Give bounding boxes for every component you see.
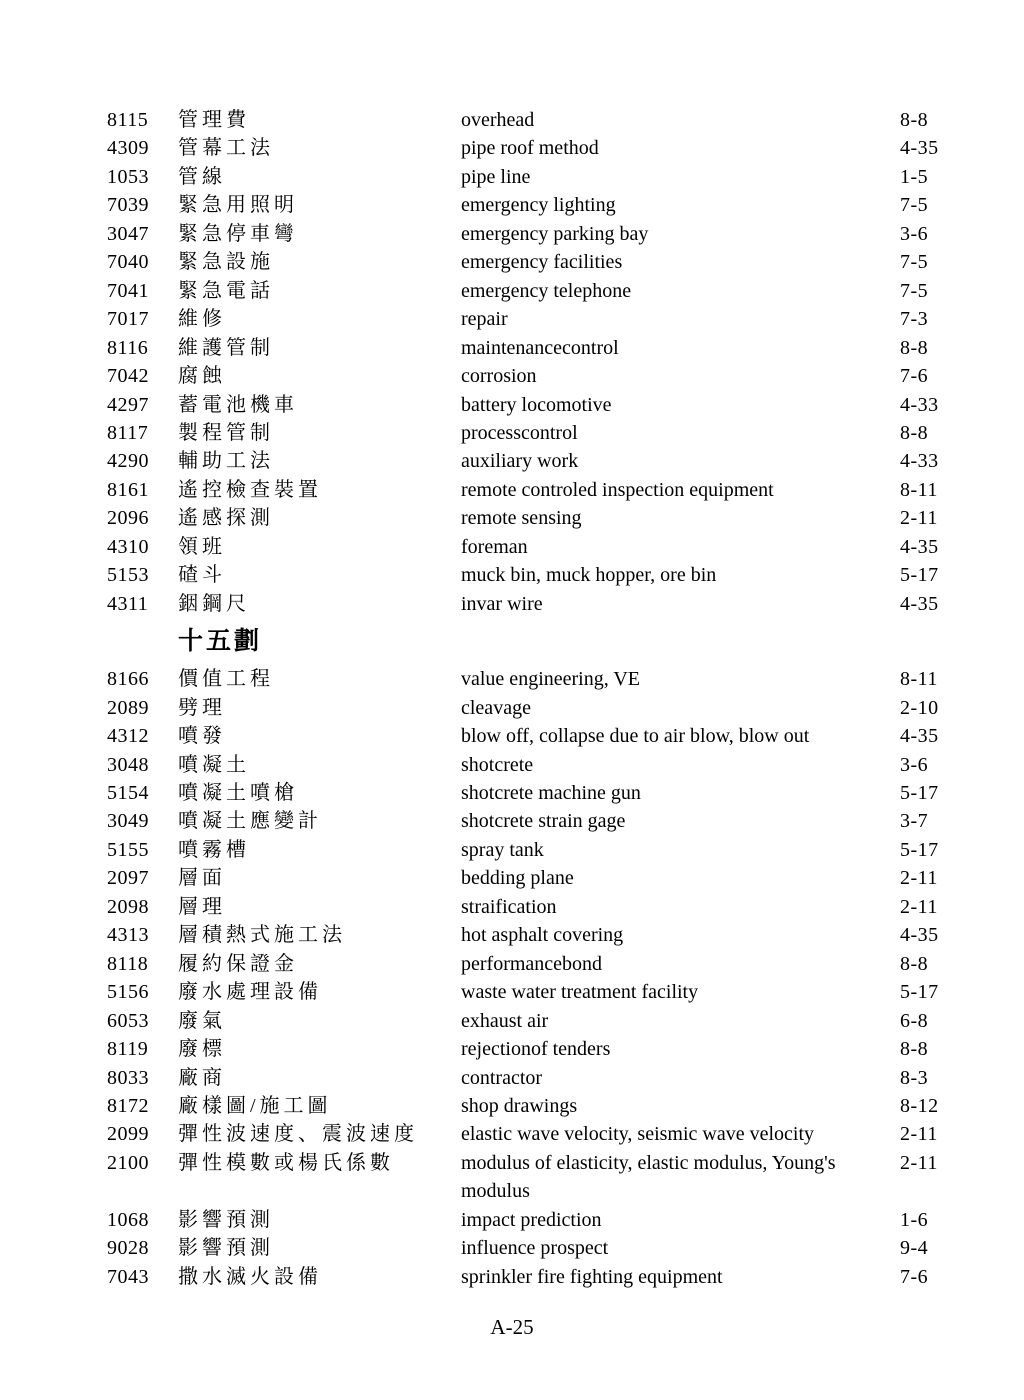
page-reference: 7-6 [900,1265,929,1288]
chinese-term: 緊急用照明 [178,194,298,217]
chinese-term: 廢標 [178,1038,226,1061]
term-code: 2097 [107,867,149,890]
page-reference: 5-17 [900,781,939,804]
term-code: 8172 [107,1094,149,1117]
chinese-term: 價值工程 [178,668,274,691]
english-term: maintenancecontrol [461,336,619,359]
glossary-row [107,893,964,921]
english-term: shotcrete strain gage [461,810,626,833]
term-code: 2098 [107,895,149,918]
page-reference: 7-5 [900,251,929,274]
term-code: 4310 [107,535,149,558]
chinese-term: 廠商 [178,1066,226,1089]
chinese-term: 管幕工法 [178,137,274,160]
english-term: auxiliary work [461,450,579,473]
chinese-term: 劈理 [178,696,226,719]
chinese-term: 蓄電池機車 [178,393,298,416]
english-term: waste water treatment facility [461,981,699,1004]
term-code: 4313 [107,924,149,947]
term-code: 4311 [107,592,149,615]
english-term: overhead [461,109,535,131]
glossary-row [107,334,964,362]
glossary-row [107,391,964,419]
english-term: shotcrete machine gun [461,781,641,804]
chinese-term: 層積熱式施工法 [178,924,346,947]
glossary-row [107,1035,964,1063]
chinese-term: 輔助工法 [178,450,274,473]
english-term: emergency lighting [461,194,616,217]
glossary-row [107,864,964,892]
glossary-row [107,1234,964,1262]
english-term: sprinkler fire fighting equipment [461,1265,723,1288]
page-reference: 8-3 [900,1066,929,1089]
glossary-row [107,504,964,532]
glossary-row [107,807,964,835]
glossary-row [107,694,964,722]
term-code: 8119 [107,1038,149,1061]
chinese-term: 影響預測 [178,1208,274,1231]
english-term: battery locomotive [461,393,612,416]
chinese-term: 撒水滅火設備 [178,1265,322,1288]
english-term: value engineering, VE [461,668,641,691]
glossary-row [107,1206,964,1234]
chinese-term: 緊急電話 [178,279,274,302]
page-reference: 5-17 [900,838,939,861]
page-reference: 4-35 [900,137,939,160]
chinese-term: 履約保證金 [178,952,298,975]
glossary-row [107,950,964,978]
term-code: 3049 [107,810,149,833]
english-term: bedding plane [461,867,574,890]
glossary-row [107,1064,964,1092]
english-term: remote sensing [461,507,582,530]
page-reference: 7-5 [900,194,929,217]
glossary-row [107,277,964,305]
term-code: 7040 [107,251,149,274]
english-term: performancebond [461,952,603,975]
english-term: pipe line [461,165,531,188]
page-reference: 8-8 [900,1038,929,1061]
glossary-row [107,1263,964,1291]
page-reference: 5-17 [900,564,939,587]
glossary-table [107,106,964,1291]
term-code: 2089 [107,696,149,719]
glossary-row [107,305,964,333]
term-code: 7041 [107,279,149,302]
english-term: pipe roof method [461,137,599,160]
chinese-term: 領班 [178,535,226,558]
glossary-row [107,248,964,276]
glossary-row [107,1120,964,1148]
page-reference: 3-7 [900,810,929,833]
page-reference: 8-12 [900,1094,939,1117]
chinese-term: 緊急設施 [178,251,274,274]
page-reference: 7-5 [900,279,929,302]
english-term: emergency facilities [461,251,623,274]
english-term: shotcrete [461,753,534,776]
term-code: 5154 [107,781,149,804]
chinese-term: 管理費 [178,109,250,131]
glossary-row [107,751,964,779]
page-reference: 2-11 [900,895,938,918]
term-code: 7042 [107,365,149,388]
glossary-row [107,1149,964,1206]
english-term: elastic wave velocity, seismic wave velocity [461,1123,815,1146]
glossary-row [107,191,964,219]
chinese-term: 廢氣 [178,1009,226,1032]
page-reference: 8-8 [900,952,929,975]
page-reference: 9-4 [900,1237,929,1260]
english-term: blow off, collapse due to air blow, blow out [461,725,810,748]
glossary-row [107,665,964,693]
english-term: cleavage [461,696,531,719]
term-code: 3048 [107,753,149,776]
english-term: emergency telephone [461,279,632,302]
glossary-row [107,533,964,561]
glossary-row [107,978,964,1006]
chinese-term: 影響預測 [178,1237,274,1260]
glossary-row [107,163,964,191]
stroke-count-section-header: 十五劃 [178,628,263,656]
english-term: processcontrol [461,421,578,444]
chinese-term: 噴發 [178,725,226,748]
page-reference: 4-35 [900,535,939,558]
term-code: 9028 [107,1237,149,1260]
term-code: 5153 [107,564,149,587]
glossary-row [107,220,964,248]
chinese-term: 噴凝土噴槍 [178,781,298,804]
english-term: rejectionof tenders [461,1038,611,1061]
english-term: hot asphalt covering [461,924,624,947]
chinese-term: 廢水處理設備 [178,981,322,1004]
english-term: emergency parking bay [461,222,649,245]
glossary-row [107,836,964,864]
page-reference: 7-3 [900,308,929,331]
english-term: invar wire [461,592,543,615]
term-code: 7017 [107,308,149,331]
chinese-term: 遙感探測 [178,507,274,530]
page-reference: 5-17 [900,981,939,1004]
glossary-row [107,590,964,618]
chinese-term: 廠樣圖/施工圖 [178,1094,332,1117]
term-code: 3047 [107,222,149,245]
chinese-term: 緊急停車彎 [178,222,298,245]
english-term: straification [461,895,557,918]
chinese-term: 遙控檢查裝置 [178,478,322,501]
term-code: 4312 [107,725,149,748]
chinese-term: 彈性模數或楊氏係數 [178,1151,394,1174]
page-reference: 2-11 [900,507,938,530]
term-code: 8118 [107,952,149,975]
glossary-row [107,476,964,504]
chinese-term: 彈性波速度、震波速度 [178,1123,418,1146]
chinese-term: 層理 [178,895,226,918]
term-code: 7043 [107,1265,149,1288]
glossary-row [107,722,964,750]
english-term: influence prospect [461,1237,609,1260]
english-term: spray tank [461,838,544,861]
term-code: 8117 [107,421,149,444]
term-code: 7039 [107,194,149,217]
page-reference: 4-35 [900,725,939,748]
page-reference: 4-35 [900,924,939,947]
english-term: modulus of elasticity, elastic modulus, Young's modulus [461,1151,836,1203]
glossary-row [107,362,964,390]
page-reference: 8-11 [900,668,938,691]
page-reference: 8-8 [900,421,929,444]
term-code: 8166 [107,668,149,691]
term-code: 4297 [107,393,149,416]
page-reference: 1-6 [900,1208,929,1231]
page-reference: 2-10 [900,696,939,719]
term-code: 5155 [107,838,149,861]
term-code: 4309 [107,137,149,160]
chinese-term: 噴霧槽 [178,838,250,861]
page-reference: 8-8 [900,336,929,359]
page-reference: 8-11 [900,478,938,501]
chinese-term: 噴凝土 [178,753,250,776]
term-code: 2099 [107,1123,149,1146]
glossary-row [107,419,964,447]
page-number: A-25 [490,1315,534,1339]
page-reference: 2-11 [900,1151,938,1174]
english-term: muck bin, muck hopper, ore bin [461,564,717,587]
term-code: 4290 [107,450,149,473]
term-code: 8033 [107,1066,149,1089]
glossary-row [107,134,964,162]
chinese-term: 管線 [178,165,226,188]
glossary-row [107,106,964,134]
glossary-row [107,1007,964,1035]
english-term: exhaust air [461,1009,549,1032]
english-term: shop drawings [461,1094,578,1117]
english-term: repair [461,308,508,331]
term-code: 1053 [107,165,149,188]
page-reference: 2-11 [900,867,938,890]
page-reference: 4-35 [900,592,939,615]
english-term: impact prediction [461,1208,602,1231]
glossary-row [107,1092,964,1120]
page-reference: 7-6 [900,365,929,388]
term-code: 2096 [107,507,149,530]
glossary-row [107,447,964,475]
chinese-term: 噴凝土應變計 [178,810,322,833]
page-reference: 1-5 [900,165,929,188]
term-code: 6053 [107,1009,149,1032]
page-reference: 3-6 [900,222,929,245]
glossary-row [107,561,964,589]
term-code: 1068 [107,1208,149,1231]
chinese-term: 維護管制 [178,336,274,359]
page-reference: 4-33 [900,450,939,473]
page-reference: 3-6 [900,753,929,776]
chinese-term: 層面 [178,867,226,890]
glossary-row [107,779,964,807]
english-term: foreman [461,535,528,558]
chinese-term: 製程管制 [178,421,274,444]
chinese-term: 碴斗 [178,564,226,587]
term-code: 8115 [107,109,149,131]
glossary-row [107,921,964,949]
chinese-term: 銦鋼尺 [178,592,250,615]
term-code: 8116 [107,336,149,359]
english-term: remote controled inspection equipment [461,478,774,501]
page-reference: 8-8 [900,109,929,131]
english-term: contractor [461,1066,543,1089]
page-reference: 4-33 [900,393,939,416]
term-code: 5156 [107,981,149,1004]
chinese-term: 維修 [178,308,226,331]
page-reference: 2-11 [900,1123,938,1146]
term-code: 2100 [107,1151,149,1174]
english-term: corrosion [461,365,537,388]
chinese-term: 腐蝕 [178,365,226,388]
page-reference: 6-8 [900,1009,929,1032]
term-code: 8161 [107,478,149,501]
